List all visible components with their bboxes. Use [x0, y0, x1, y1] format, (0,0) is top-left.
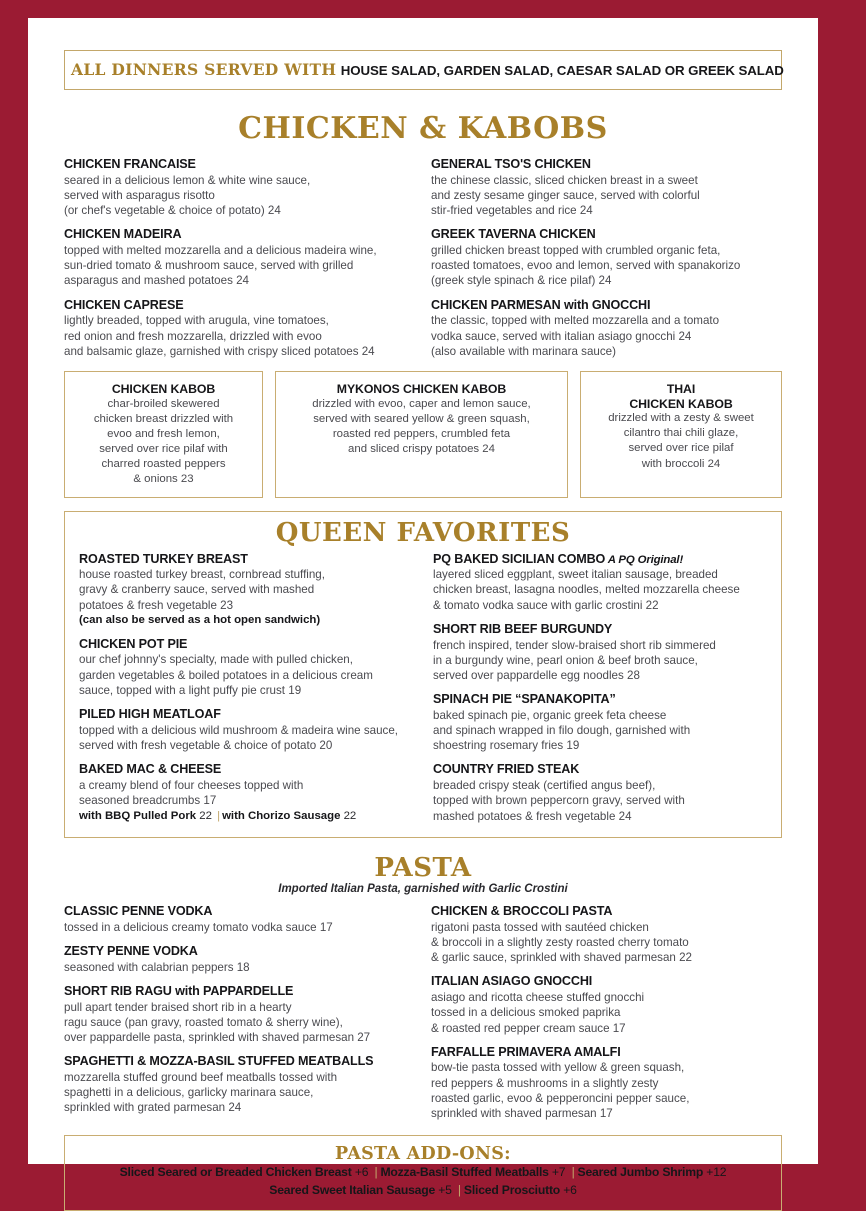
menu-item-description: the classic, topped with melted mozzarella and a tomato vodka sauce, served with italian asiago gnocchi 24 (also available with marinara sauce) — [431, 314, 720, 358]
menu-item-name: GREEK TAVERNA CHICKEN — [431, 227, 596, 242]
queen-left-column — [79, 552, 423, 825]
menu-item-name: SHORT RIB BEEF BURGUNDY — [433, 621, 613, 636]
banner-lead-text: ALL DINNERS SERVED WITH — [71, 60, 337, 79]
menu-item-description: french inspired, tender slow-braised short rib simmered in a burgundy wine, pearl onion & beef broth sauce, served over pappardelle egg noodles 28 — [433, 638, 716, 682]
addon-price: +6 — [354, 1165, 372, 1180]
addon-label: Sliced Seared or Breaded Chicken Breast — [119, 1165, 355, 1180]
addon-label: Seared Sweet Italian Sausage — [269, 1182, 439, 1197]
chicken-section-title: CHICKEN & KABOBS — [238, 111, 608, 146]
pasta-section-title: PASTA — [374, 852, 472, 883]
menu-item-description: mozzarella stuffed ground beef meatballs tossed with spaghetti in a delicious, garlicky marinara sauce, sprinkled with grated parmesan 24 — [64, 1071, 338, 1115]
menu-item-description: layered sliced eggplant, sweet italian sausage, breaded chicken breast, lasagna noodles, melted mozzarella cheese & tomato vodka sauce with garlic crostini 22 — [433, 568, 740, 612]
menu-item — [64, 227, 409, 288]
addon-price: +6 — [563, 1182, 577, 1197]
pasta-addons-row-1 — [75, 1164, 771, 1182]
menu-item — [79, 762, 405, 825]
menu-item-name: CHICKEN POT PIE — [79, 636, 188, 651]
kabob-description: drizzled with evoo, caper and lemon sauce, served with seared yellow & green squash, roasted red peppers, crumbled feta and sliced crispy potatoes 24 — [312, 397, 531, 455]
pasta-section-subtitle: Imported Italian Pasta, garnished with Garlic Crostini — [278, 883, 568, 896]
menu-item-description: our chef johnny's specialty, made with pulled chicken, garden vegetables & boiled potatoes in a delicious cream sauce, topped with a light puffy pie crust 19 — [79, 653, 373, 697]
menu-item — [433, 552, 767, 613]
menu-item-name: FARFALLE PRIMAVERA AMALFI — [431, 1044, 621, 1059]
queen-right-column — [423, 552, 767, 825]
menu-item — [433, 692, 767, 753]
addon-label: Sliced Prosciutto — [463, 1182, 564, 1197]
menu-item-description: grilled chicken breast topped with crumbled organic feta, roasted tomatoes, evoo and lemon, served with spanakorizo (greek style spinach & rice pilaf) 24 — [431, 244, 741, 288]
menu-item-name: CLASSIC PENNE VODKA — [64, 904, 213, 919]
kabob-title: MYKONOS CHICKEN KABOB — [336, 381, 507, 396]
menu-page — [28, 18, 818, 1197]
menu-item-note: (can also be served as a hot open sandwich) — [79, 613, 321, 626]
menu-item-description: pull apart tender braised short rib in a hearty ragu sauce (pan gravy, roasted tomato & sherry wine), over pappardelle pasta, sprinkled with shaved parmesan 27 — [64, 1000, 371, 1045]
menu-item-description: a creamy blend of four cheeses topped with seasoned breadcrumbs 17 — [79, 778, 304, 807]
addon-label: Seared Jumbo Shrimp — [577, 1165, 707, 1180]
kabob-description: drizzled with a zesty & sweet cilantro thai chili glaze, served over rice pilaf with broccoli 24 — [608, 412, 754, 470]
menu-item — [433, 622, 767, 683]
menu-item — [431, 227, 782, 288]
menu-item-description: the chinese classic, sliced chicken breast in a sweet and zesty sesame ginger sauce, served with colorful stir-fried vegetables and rice 24 — [431, 173, 700, 218]
menu-item — [433, 762, 767, 823]
menu-item-name: CHICKEN FRANCAISE — [64, 157, 196, 171]
menu-item-name: PILED HIGH MEATLOAF — [79, 706, 221, 721]
menu-item-name: SPINACH PIE “SPANAKOPITA” — [433, 692, 616, 707]
menu-item-name: ITALIAN ASIAGO GNOCCHI — [431, 974, 593, 989]
menu-item-name: CHICKEN CAPRESE — [64, 297, 184, 312]
menu-item-description: breaded crispy steak (certified angus beef), topped with brown peppercorn gravy, served with mashed potatoes & fresh vegetable 24 — [433, 779, 685, 823]
menu-item-name: PQ BAKED SICILIAN COMBO A PQ Original! — [433, 551, 684, 566]
menu-item — [431, 157, 782, 218]
addon-separator: | — [457, 1182, 461, 1197]
menu-item — [431, 1045, 782, 1121]
kabob-title: THAI CHICKEN KABOB — [629, 381, 733, 411]
menu-item-name: SHORT RIB RAGU with PAPPARDELLE — [64, 983, 294, 998]
kabob-title: CHICKEN KABOB — [111, 381, 216, 396]
menu-item-extras — [79, 809, 405, 824]
banner-options-text: HOUSE SALAD, GARDEN SALAD, CAESAR SALAD OR GREEK SALAD — [340, 63, 784, 78]
addon-price: +12 — [706, 1165, 727, 1180]
pasta-left-column — [64, 904, 423, 1121]
menu-item — [64, 157, 409, 218]
menu-item — [64, 984, 409, 1045]
queen-favorites-block — [64, 511, 782, 838]
menu-item-description: house roasted turkey breast, cornbread stuffing, gravy & cranberry sauce, served with mashed potatoes & fresh vegetable 23 — [79, 568, 325, 612]
menu-item — [431, 974, 782, 1035]
dinners-included-banner — [64, 50, 782, 90]
kabob-box — [64, 371, 263, 498]
pasta-addons-row-2 — [75, 1182, 771, 1200]
menu-item — [79, 552, 405, 628]
kabob-boxes — [64, 371, 782, 498]
menu-item-description: asiago and ricotta cheese stuffed gnocchi tossed in a delicious smoked paprika & roasted red pepper cream sauce 17 — [431, 991, 645, 1035]
menu-item-name: CHICKEN PARMESAN with GNOCCHI — [431, 297, 651, 312]
menu-item-description: lightly breaded, topped with arugula, vine tomatoes, red onion and fresh mozzarella, drizzled with evoo and balsamic glaze, garnished with crispy sliced potatoes 24 — [64, 314, 375, 358]
menu-item — [64, 1054, 409, 1115]
menu-item-description: bow-tie pasta tossed with yellow & green squash, red peppers & mushrooms in a slightly zesty roasted garlic, evoo & pepperoncini pepper sauce, sprinkled with shaved parmesan 17 — [431, 1061, 690, 1121]
chicken-left-column — [64, 157, 423, 359]
pasta-block — [64, 854, 782, 1211]
menu-item-name: ZESTY PENNE VODKA — [64, 944, 198, 959]
addon-price: +5 — [438, 1182, 455, 1197]
menu-item — [431, 298, 782, 359]
addon-label: Mozza-Basil Stuffed Meatballs — [380, 1165, 552, 1180]
menu-item-name: CHICKEN MADEIRA — [64, 227, 182, 242]
extras-separator: | — [217, 810, 221, 823]
menu-item-description: seared in a delicious lemon & white wine sauce, served with asparagus risotto (or chef's vegetable & choice of potato) 24 — [64, 173, 311, 218]
menu-item-description: tossed in a delicious creamy tomato vodka sauce 17 — [64, 920, 333, 934]
pasta-addons-title: PASTA ADD-ONS: — [335, 1144, 511, 1165]
kabob-box — [275, 371, 568, 498]
extra-price: 22 — [199, 810, 216, 823]
menu-item-description: rigatoni pasta tossed with sautéed chicken & broccoli in a slightly zesty roasted cherry tomato & garlic sauce, sprinkled with shaved parmesan 22 — [431, 920, 692, 965]
menu-item — [79, 637, 405, 698]
menu-item — [64, 904, 409, 935]
menu-item-description: baked spinach pie, organic greek feta cheese and spinach wrapped in filo dough, garnished with shoestring rosemary fries 19 — [433, 708, 691, 753]
addon-price: +7 — [551, 1165, 569, 1180]
menu-item-name: CHICKEN & BROCCOLI PASTA — [431, 904, 613, 919]
queen-section-title: QUEEN FAVORITES — [275, 517, 571, 548]
addon-separator: | — [571, 1165, 575, 1180]
menu-item-name: COUNTRY FRIED STEAK — [433, 762, 580, 777]
menu-item — [79, 707, 405, 753]
menu-item-name: BAKED MAC & CHEESE — [79, 762, 222, 777]
kabob-description: char-broiled skewered chicken breast drizzled with evoo and fresh lemon, served over rice pilaf with charred roasted peppers & onions 23 — [93, 397, 234, 485]
menu-item — [431, 904, 782, 965]
menu-item-name: SPAGHETTI & MOZZA-BASIL STUFFED MEATBALLS — [64, 1054, 374, 1069]
addon-separator: | — [374, 1165, 378, 1180]
extra-price: 22 — [343, 810, 357, 823]
menu-item-description: seasoned with calabrian peppers 18 — [64, 960, 250, 974]
menu-item-name: ROASTED TURKEY BREAST — [79, 551, 248, 566]
pasta-items-columns — [64, 904, 782, 1121]
queen-items-columns — [79, 552, 767, 825]
pasta-right-column — [423, 904, 782, 1121]
menu-item-description: topped with melted mozzarella and a delicious madeira wine, sun-dried tomato & mushroom sauce, served with grilled asparagus and mashed potatoes 24 — [64, 244, 377, 288]
menu-item-description: topped with a delicious wild mushroom & madeira wine sauce, served with fresh vegetable & choice of potato 20 — [79, 723, 398, 752]
menu-item-tag: A PQ Original! — [605, 553, 684, 566]
extra-label: with Chorizo Sausage — [222, 810, 344, 823]
chicken-items-columns — [64, 157, 782, 359]
menu-item — [64, 298, 409, 359]
pasta-addons-box — [64, 1135, 782, 1210]
kabob-box — [580, 371, 782, 498]
chicken-right-column — [423, 157, 782, 359]
extra-label: with BBQ Pulled Pork — [79, 810, 200, 823]
menu-item-name: GENERAL TSO'S CHICKEN — [431, 157, 591, 171]
menu-item — [64, 944, 409, 975]
